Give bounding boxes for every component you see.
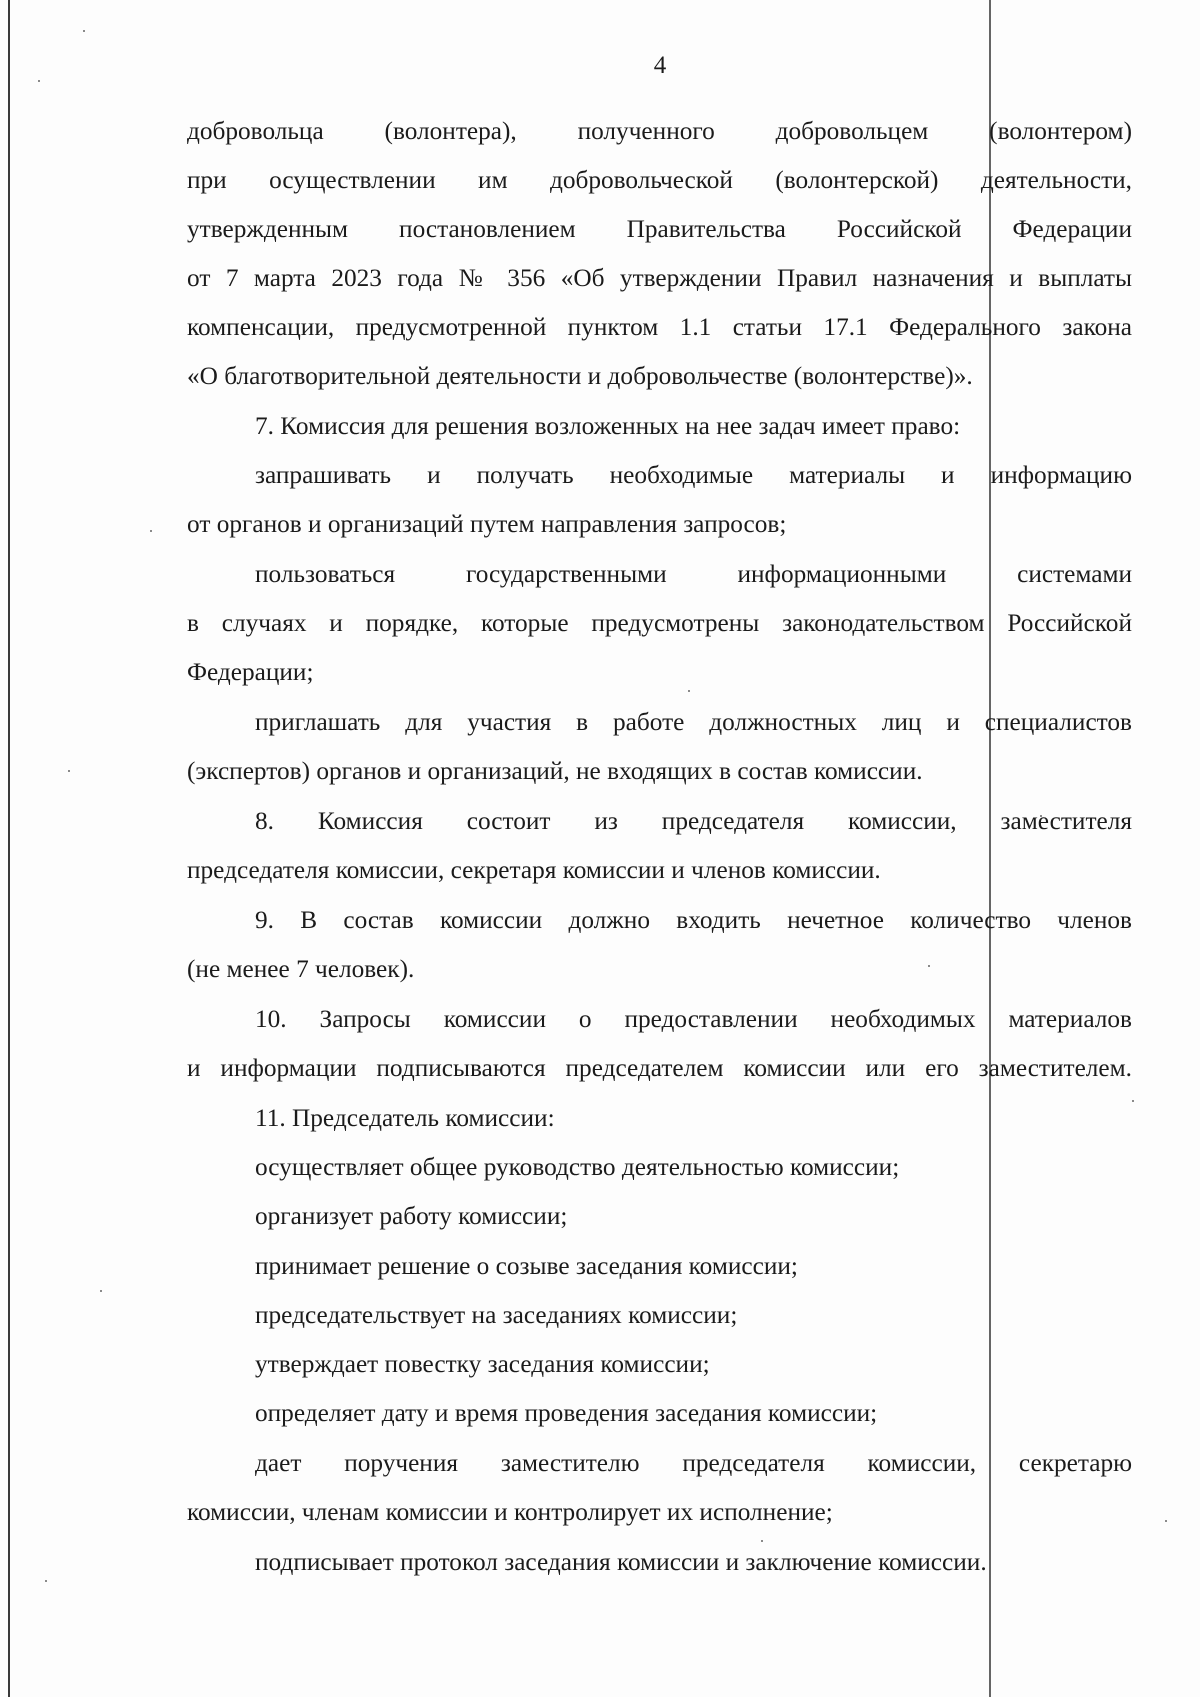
text-line: Федерации;	[187, 658, 314, 686]
list-line: подписывает протокол заседания комиссии и заключение комиссии.	[255, 1548, 987, 1576]
text-line: (не менее 7 человек).	[187, 955, 415, 983]
scan-fold-line	[989, 0, 991, 1697]
text-line: добровольца (волонтера), полученного добровольцем (волонтером)	[187, 117, 1132, 145]
paragraph-line: 8. Комиссия состоит из председателя комиссии, заместителя	[255, 807, 1132, 835]
scan-speck	[45, 1580, 47, 1582]
paragraph-line: 7. Комиссия для решения возложенных на нее задач имеет право:	[255, 412, 961, 440]
scan-speck	[1132, 1100, 1134, 1102]
list-line: организует работу комиссии;	[255, 1202, 568, 1230]
text-line: председателя комиссии, секретаря комиссии и членов комиссии.	[187, 856, 881, 884]
text-line: и информации подписываются председателем комиссии или его заместителем.	[187, 1054, 1132, 1082]
paragraph-line: пользоваться государственными информационными системами	[255, 560, 1132, 588]
paragraph-line: приглашать для участия в работе должностных лиц и специалистов	[255, 708, 1132, 736]
paragraph-line: 9. В состав комиссии должно входить нечетное количество членов	[255, 906, 1132, 934]
list-line: принимает решение о созыве заседания комиссии;	[255, 1252, 798, 1280]
paragraph-line: 11. Председатель комиссии:	[255, 1104, 555, 1132]
text-line: компенсации, предусмотренной пунктом 1.1 статьи 17.1 Федерального закона	[187, 313, 1132, 341]
text-line: утвержденным постановлением Правительства Российской Федерации	[187, 215, 1132, 243]
scan-speck	[38, 80, 40, 82]
scan-speck	[68, 770, 70, 772]
scan-speck	[1165, 1520, 1167, 1522]
text-line: от органов и организаций путем направления запросов;	[187, 510, 787, 538]
text-line: комиссии, членам комиссии и контролирует их исполнение;	[187, 1498, 833, 1526]
text-line: при осуществлении им добровольческой (волонтерской) деятельности,	[187, 166, 1132, 194]
list-line: дает поручения заместителю председателя комиссии, секретарю	[255, 1449, 1132, 1477]
paragraph-line: запрашивать и получать необходимые материалы и информацию	[255, 461, 1132, 489]
text-line: в случаях и порядке, которые предусмотрены законодательством Российской	[187, 609, 1132, 637]
page-number: 4	[653, 52, 667, 79]
scan-speck	[761, 1540, 763, 1542]
list-line: утверждает повестку заседания комиссии;	[255, 1350, 710, 1378]
text-line: от 7 марта 2023 года № 356 «Об утверждении Правил назначения и выплаты	[187, 264, 1132, 292]
scan-speck	[688, 690, 690, 692]
list-line: осуществляет общее руководство деятельностью комиссии;	[255, 1153, 900, 1181]
scan-speck	[100, 1290, 102, 1292]
text-line: «О благотворительной деятельности и добровольчестве (волонтерстве)».	[187, 362, 973, 390]
list-line: определяет дату и время проведения заседания комиссии;	[255, 1399, 878, 1427]
text-line: (экспертов) органов и организаций, не входящих в состав комиссии.	[187, 757, 923, 785]
list-line: председательствует на заседаниях комиссии;	[255, 1301, 738, 1329]
paragraph-line: 10. Запросы комиссии о предоставлении необходимых материалов	[255, 1005, 1132, 1033]
scan-left-edge	[8, 0, 10, 1697]
scan-speck	[83, 30, 85, 32]
scan-speck	[150, 530, 152, 532]
